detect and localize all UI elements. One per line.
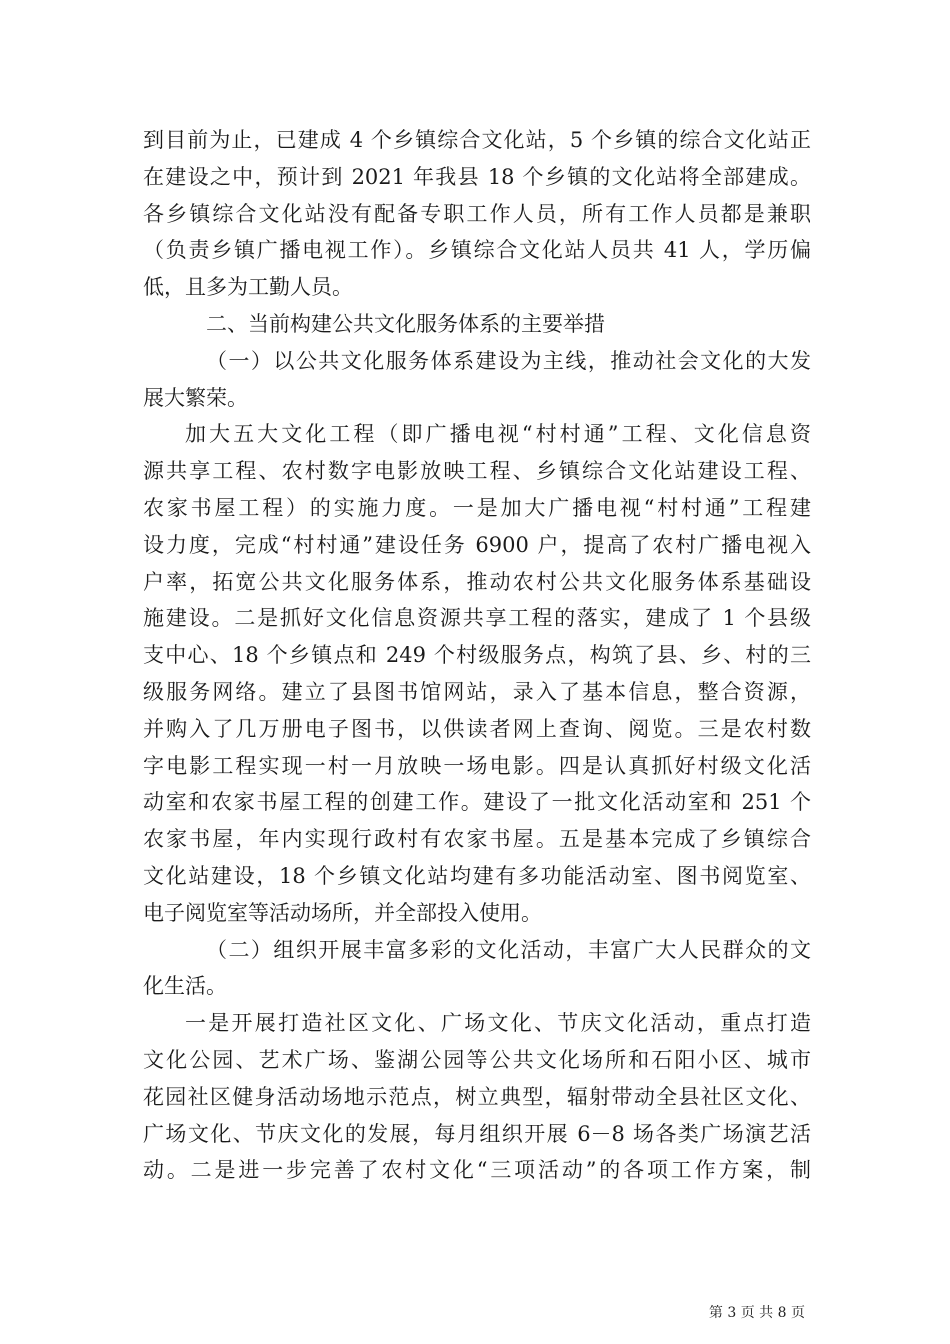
text-line: 户率，拓宽公共文化服务体系，推动农村公共文化服务体系基础设 (143, 569, 811, 594)
subsection-heading-1: （一）以公共文化服务体系建设为主线，推动社会文化的大发 (206, 348, 811, 373)
subsection-heading-1: 展大繁荣。 (143, 385, 248, 410)
text-line: 文化公园、艺术广场、鉴湖公园等公共文化场所和石阳小区、城市 (143, 1047, 811, 1072)
document-body (143, 122, 811, 1189)
text-line: 级服务网络。建立了县图书馆网站，录入了基本信息，整合资源， (143, 679, 811, 704)
text-line: （负责乡镇广播电视工作）。乡镇综合文化站人员共 41 人，学历偏 (143, 238, 811, 263)
text-line: 农家书屋工程）的实施力度。一是加大广播电视“村村通”工程建 (143, 495, 811, 520)
text-line: 施建设。二是抓好文化信息资源共享工程的落实，建成了 1 个县级 (143, 606, 811, 631)
subsection-heading-2: （二）组织开展丰富多彩的文化活动，丰富广大人民群众的文 (206, 937, 811, 962)
text-line: 源共享工程、农村数字电影放映工程、乡镇综合文化站建设工程、 (143, 459, 811, 484)
text-line: 支中心、18 个乡镇点和 249 个村级服务点，构筑了县、乡、村的三 (143, 643, 811, 668)
text-line: 一是开展打造社区文化、广场文化、节庆文化活动，重点打造 (185, 1011, 811, 1036)
text-line: 文化站建设，18 个乡镇文化站均建有多功能活动室、图书阅览室、 (143, 863, 811, 888)
text-line: 电子阅览室等活动场所，并全部投入使用。 (143, 900, 542, 925)
page-number: 第 3 页 共 8 页 (708, 1305, 805, 1321)
text-line: 在建设之中，预计到 2021 年我县 18 个乡镇的文化站将全部建成。 (143, 164, 811, 189)
text-line: 并购入了几万册电子图书，以供读者网上查询、阅览。三是农村数 (143, 716, 811, 741)
text-line: 字电影工程实现一村一月放映一场电影。四是认真抓好村级文化活 (143, 753, 811, 778)
section-heading: 二、当前构建公共文化服务体系的主要举措 (206, 311, 605, 336)
text-line: 农家书屋，年内实现行政村有农家书屋。五是基本完成了乡镇综合 (143, 827, 811, 852)
text-line: 到目前为止，已建成 4 个乡镇综合文化站，5 个乡镇的综合文化站正 (143, 128, 811, 152)
text-line: 各乡镇综合文化站没有配备专职工作人员，所有工作人员都是兼职 (143, 201, 811, 226)
text-line: 广场文化、节庆文化的发展，每月组织开展 6－8 场各类广场演艺活 (143, 1121, 811, 1146)
text-line: 动。二是进一步完善了农村文化“三项活动”的各项工作方案，制 (143, 1158, 811, 1183)
subsection-heading-2: 化生活。 (143, 974, 227, 999)
text-line: 加大五大文化工程（即广播电视“村村通”工程、文化信息资 (185, 422, 811, 447)
text-line: 低，且多为工勤人员。 (143, 275, 353, 300)
text-line: 动室和农家书屋工程的创建工作。建设了一批文化活动室和 251 个 (143, 790, 811, 815)
text-line: 设力度，完成“村村通”建设任务 6900 户，提高了农村广播电视入 (143, 532, 811, 557)
text-line: 花园社区健身活动场地示范点，树立典型，辐射带动全县社区文化、 (143, 1084, 811, 1109)
